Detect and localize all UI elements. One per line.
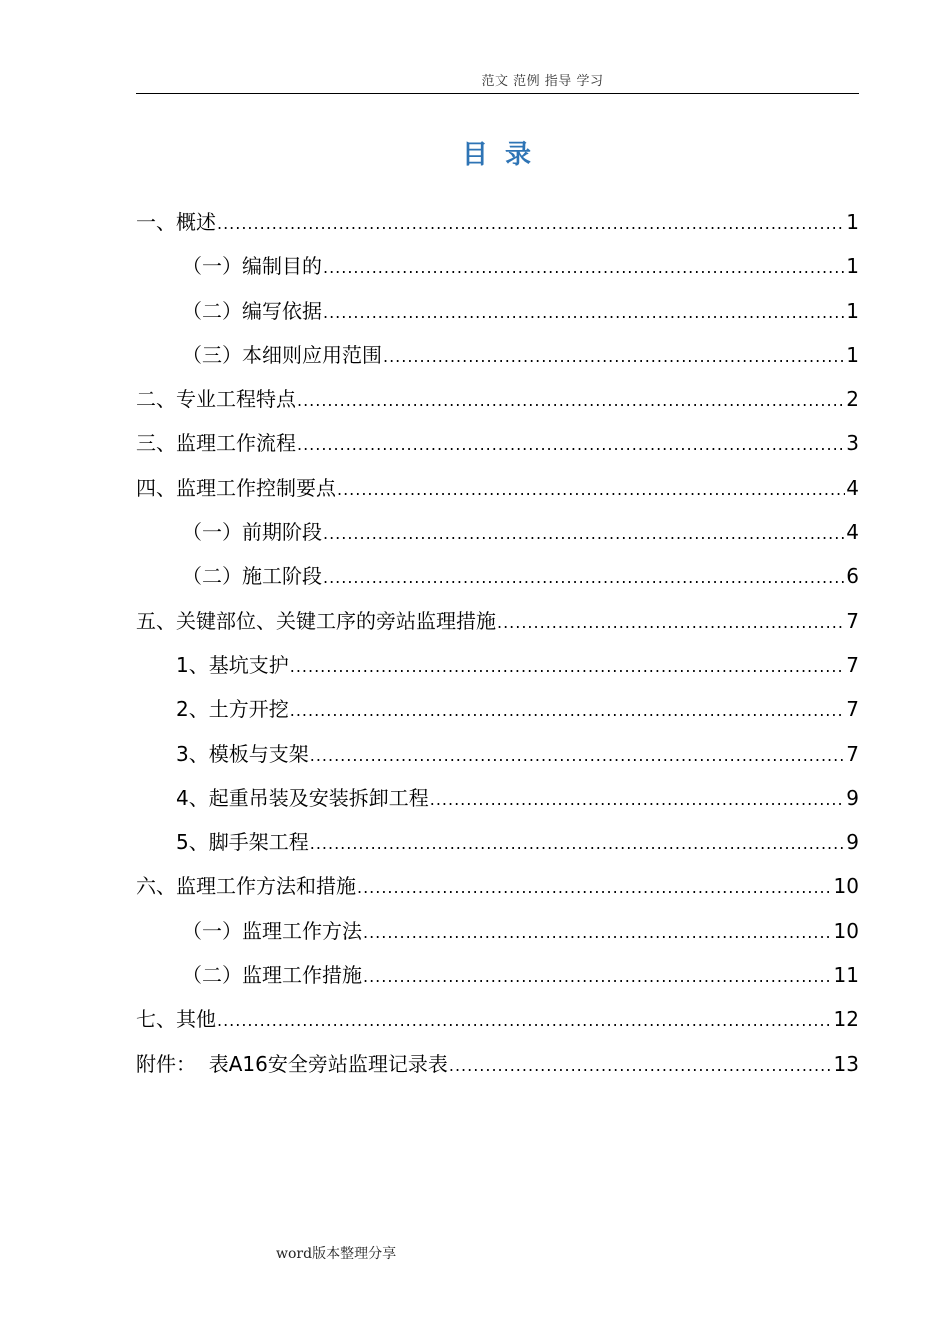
toc-entry-label: 二、专业工程特点	[136, 387, 296, 412]
page-footer: word版本整理分享	[276, 1246, 397, 1262]
toc-entry[interactable]	[136, 776, 859, 820]
toc-leader-dots	[323, 512, 845, 556]
toc-leader-dots	[297, 379, 845, 423]
table-of-contents	[136, 200, 859, 1086]
toc-entry[interactable]	[136, 333, 859, 377]
toc-entry-label: 3、模板与支架	[176, 741, 309, 766]
toc-page-number: 7	[846, 741, 859, 766]
toc-entry-label: 五、关键部位、关键工序的旁站监理措施	[136, 608, 496, 633]
toc-entry[interactable]	[136, 909, 859, 953]
toc-leader-dots	[383, 335, 845, 379]
toc-leader-dots	[290, 645, 846, 689]
toc-entry-label: 六、监理工作方法和措施	[136, 874, 356, 899]
toc-entry[interactable]	[136, 510, 859, 554]
toc-leader-dots	[217, 202, 845, 246]
toc-entry[interactable]	[136, 864, 859, 908]
toc-entry-label: 三、监理工作流程	[136, 431, 296, 456]
toc-entry[interactable]	[136, 244, 859, 288]
toc-entry[interactable]	[136, 466, 859, 510]
toc-leader-dots	[363, 955, 833, 999]
toc-entry-label: 4、起重吊装及安装拆卸工程	[176, 785, 429, 810]
toc-page-number: 9	[846, 785, 859, 810]
toc-page-number: 1	[846, 298, 859, 323]
toc-leader-dots	[337, 468, 845, 512]
toc-entry-label: 附件： 表A16安全旁站监理记录表	[136, 1051, 448, 1076]
toc-entry-label: 四、监理工作控制要点	[136, 475, 336, 500]
toc-page-number: 13	[833, 1051, 859, 1076]
toc-leader-dots	[363, 911, 833, 955]
toc-entry[interactable]	[136, 997, 859, 1041]
header-divider	[136, 93, 859, 94]
toc-leader-dots	[449, 1044, 833, 1088]
toc-page-number: 4	[846, 475, 859, 500]
toc-entry[interactable]	[136, 1042, 859, 1086]
toc-leader-dots	[323, 556, 845, 600]
toc-entry-label: （二）施工阶段	[182, 564, 322, 589]
toc-entry[interactable]	[136, 599, 859, 643]
toc-page-number: 10	[833, 918, 859, 943]
toc-page-number: 1	[846, 342, 859, 367]
toc-page-number: 6	[846, 564, 859, 589]
toc-page-number: 11	[833, 963, 859, 988]
toc-entry-label: （一）监理工作方法	[182, 918, 362, 943]
toc-entry-label: 2、土方开挖	[176, 697, 289, 722]
toc-page-number: 7	[846, 652, 859, 677]
toc-page-number: 1	[846, 210, 859, 234]
toc-entry-label: 七、其他	[136, 1007, 216, 1032]
toc-entry-label: 5、脚手架工程	[176, 830, 309, 855]
toc-leader-dots	[497, 601, 845, 645]
toc-leader-dots	[323, 246, 845, 290]
toc-leader-dots	[290, 689, 846, 733]
toc-entry-label: （三）本细则应用范围	[182, 342, 382, 367]
toc-entry[interactable]	[136, 554, 859, 598]
toc-entry[interactable]	[136, 200, 859, 244]
toc-entry[interactable]	[136, 643, 859, 687]
toc-entry[interactable]	[136, 421, 859, 465]
toc-entry[interactable]	[136, 953, 859, 997]
toc-page-number: 3	[846, 431, 859, 456]
toc-leader-dots	[297, 423, 845, 467]
toc-page-number: 4	[846, 520, 859, 545]
toc-page-number: 2	[846, 387, 859, 412]
toc-title: 目 录	[461, 140, 536, 170]
toc-page-number: 1	[846, 254, 859, 279]
toc-entry-label: （二）监理工作措施	[182, 963, 362, 988]
toc-page-number: 9	[846, 830, 859, 855]
toc-page-number: 7	[846, 697, 859, 722]
toc-entry[interactable]	[136, 289, 859, 333]
toc-page-number: 7	[846, 608, 859, 633]
toc-entry-label: （二）编写依据	[182, 298, 322, 323]
toc-leader-dots	[357, 866, 833, 910]
toc-leader-dots	[323, 291, 845, 335]
toc-entry-label: 1、基坑支护	[176, 652, 289, 677]
toc-page-number: 12	[833, 1007, 859, 1032]
toc-entry-label: （一）编制目的	[182, 254, 322, 279]
toc-entry[interactable]	[136, 687, 859, 731]
toc-leader-dots	[217, 999, 833, 1043]
toc-entry-label: （一）前期阶段	[182, 520, 322, 545]
toc-leader-dots	[310, 734, 846, 778]
toc-leader-dots	[430, 778, 846, 822]
toc-entry[interactable]	[136, 732, 859, 776]
page-header: 范文 范例 指导 学习	[481, 74, 604, 89]
toc-leader-dots	[310, 822, 846, 866]
toc-entry[interactable]	[136, 820, 859, 864]
toc-entry[interactable]	[136, 377, 859, 421]
toc-entry-label: 一、概述	[136, 210, 216, 234]
toc-page-number: 10	[833, 874, 859, 899]
